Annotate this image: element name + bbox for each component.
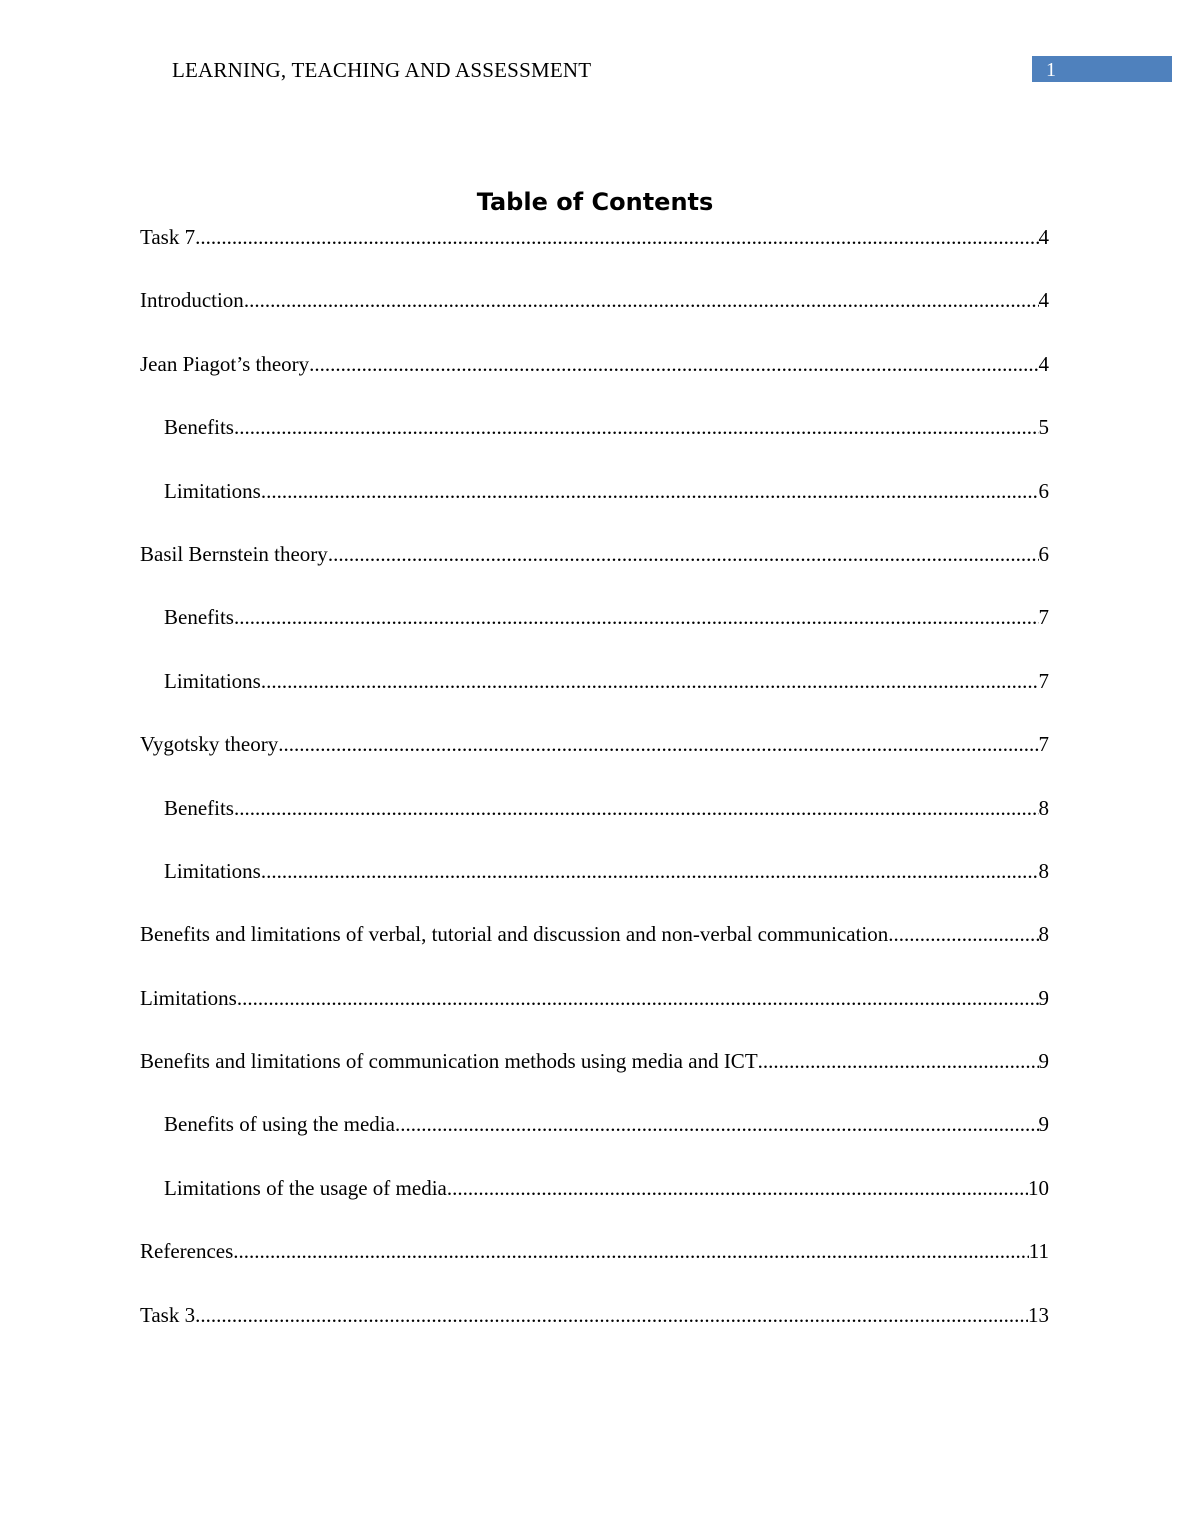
toc-entry-label: Limitations (164, 858, 261, 883)
toc-entry-page: 6 (1038, 478, 1049, 503)
toc-entry-label: Task 7 (140, 225, 196, 249)
toc-dot-leader (261, 665, 1039, 697)
toc-entry[interactable] (140, 982, 1049, 1045)
toc-entry-page: 10 (1028, 1175, 1049, 1200)
toc-entry[interactable] (140, 1172, 1049, 1235)
toc-entry-page: 13 (1028, 1302, 1049, 1327)
toc-entry-label: Jean Piagot’s theory (140, 351, 310, 376)
toc-entry-label: Vygotsky theory (140, 732, 279, 757)
toc-entry-label: Limitations of the usage of media (164, 1175, 447, 1200)
toc-entry-page: 11 (1028, 1239, 1049, 1264)
toc-dot-leader (261, 855, 1039, 887)
toc-entry-page: 7 (1038, 668, 1049, 693)
toc-entry-label: Task 3 (140, 1302, 196, 1327)
toc-entry[interactable] (140, 348, 1049, 411)
toc-dot-leader (237, 982, 1039, 1014)
toc-entry-page: 7 (1038, 605, 1049, 630)
toc-entry-page: 8 (1038, 922, 1049, 947)
toc-dot-leader (447, 1172, 1028, 1204)
table-of-contents (140, 221, 1049, 1362)
toc-entry-label: Basil Bernstein theory (140, 541, 328, 566)
toc-entry[interactable] (140, 221, 1049, 284)
toc-heading: Table of Contents (476, 188, 714, 216)
toc-entry-label: Benefits of using the media (164, 1112, 395, 1137)
toc-entry[interactable] (140, 665, 1049, 728)
toc-entry[interactable] (140, 411, 1049, 474)
toc-entry-label: Benefits and limitations of verbal, tutorial and discussion and non-verbal communication (140, 922, 889, 947)
toc-dot-leader (244, 284, 1039, 316)
page-number-badge: 1 (1032, 56, 1172, 82)
toc-dot-leader (309, 348, 1038, 380)
toc-dot-leader (233, 1235, 1028, 1267)
toc-entry-page: 7 (1038, 732, 1049, 757)
toc-entry[interactable] (140, 601, 1049, 664)
toc-entry[interactable] (140, 1045, 1049, 1108)
toc-entry-page: 8 (1038, 858, 1049, 883)
toc-entry[interactable] (140, 475, 1049, 538)
toc-entry-page: 9 (1038, 1049, 1049, 1074)
toc-entry-label: Limitations (164, 668, 261, 693)
toc-entry[interactable] (140, 918, 1049, 981)
toc-entry-page: 9 (1038, 985, 1049, 1010)
toc-entry-label: Benefits (164, 605, 234, 630)
toc-entry-page: 5 (1038, 415, 1049, 440)
toc-entry-page: 8 (1038, 795, 1049, 820)
toc-entry[interactable] (140, 792, 1049, 855)
toc-dot-leader (758, 1045, 1039, 1077)
toc-dot-leader (395, 1108, 1039, 1140)
toc-dot-leader (195, 221, 1038, 253)
toc-dot-leader (261, 475, 1039, 507)
running-header-title: LEARNING, TEACHING AND ASSESSMENT (172, 58, 592, 82)
toc-entry[interactable] (140, 1235, 1049, 1298)
toc-entry-label: Limitations (140, 985, 237, 1010)
toc-dot-leader (234, 411, 1039, 443)
toc-entry[interactable] (140, 284, 1049, 347)
toc-entry-page: 4 (1038, 288, 1049, 313)
toc-dot-leader (888, 918, 1038, 950)
toc-entry-label: Benefits (164, 415, 234, 440)
toc-entry-label: Benefits (164, 795, 234, 820)
toc-entry[interactable] (140, 728, 1049, 791)
toc-entry-page: 4 (1038, 225, 1049, 249)
toc-entry[interactable] (140, 1108, 1049, 1171)
toc-entry-page: 4 (1038, 351, 1049, 376)
toc-entry-page: 6 (1038, 541, 1049, 566)
toc-dot-leader (234, 792, 1039, 824)
toc-entry-label: Introduction (140, 288, 244, 313)
toc-entry-page: 9 (1038, 1112, 1049, 1137)
toc-entry-label: Limitations (164, 478, 261, 503)
toc-entry[interactable] (140, 855, 1049, 918)
toc-entry-label: References (140, 1239, 234, 1264)
toc-dot-leader (195, 1299, 1028, 1331)
toc-dot-leader (234, 601, 1039, 633)
toc-entry[interactable] (140, 538, 1049, 601)
toc-dot-leader (278, 728, 1038, 760)
toc-entry[interactable] (140, 1299, 1049, 1362)
toc-entry-label: Benefits and limitations of communication methods using media and ICT (140, 1049, 758, 1074)
toc-dot-leader (328, 538, 1039, 570)
